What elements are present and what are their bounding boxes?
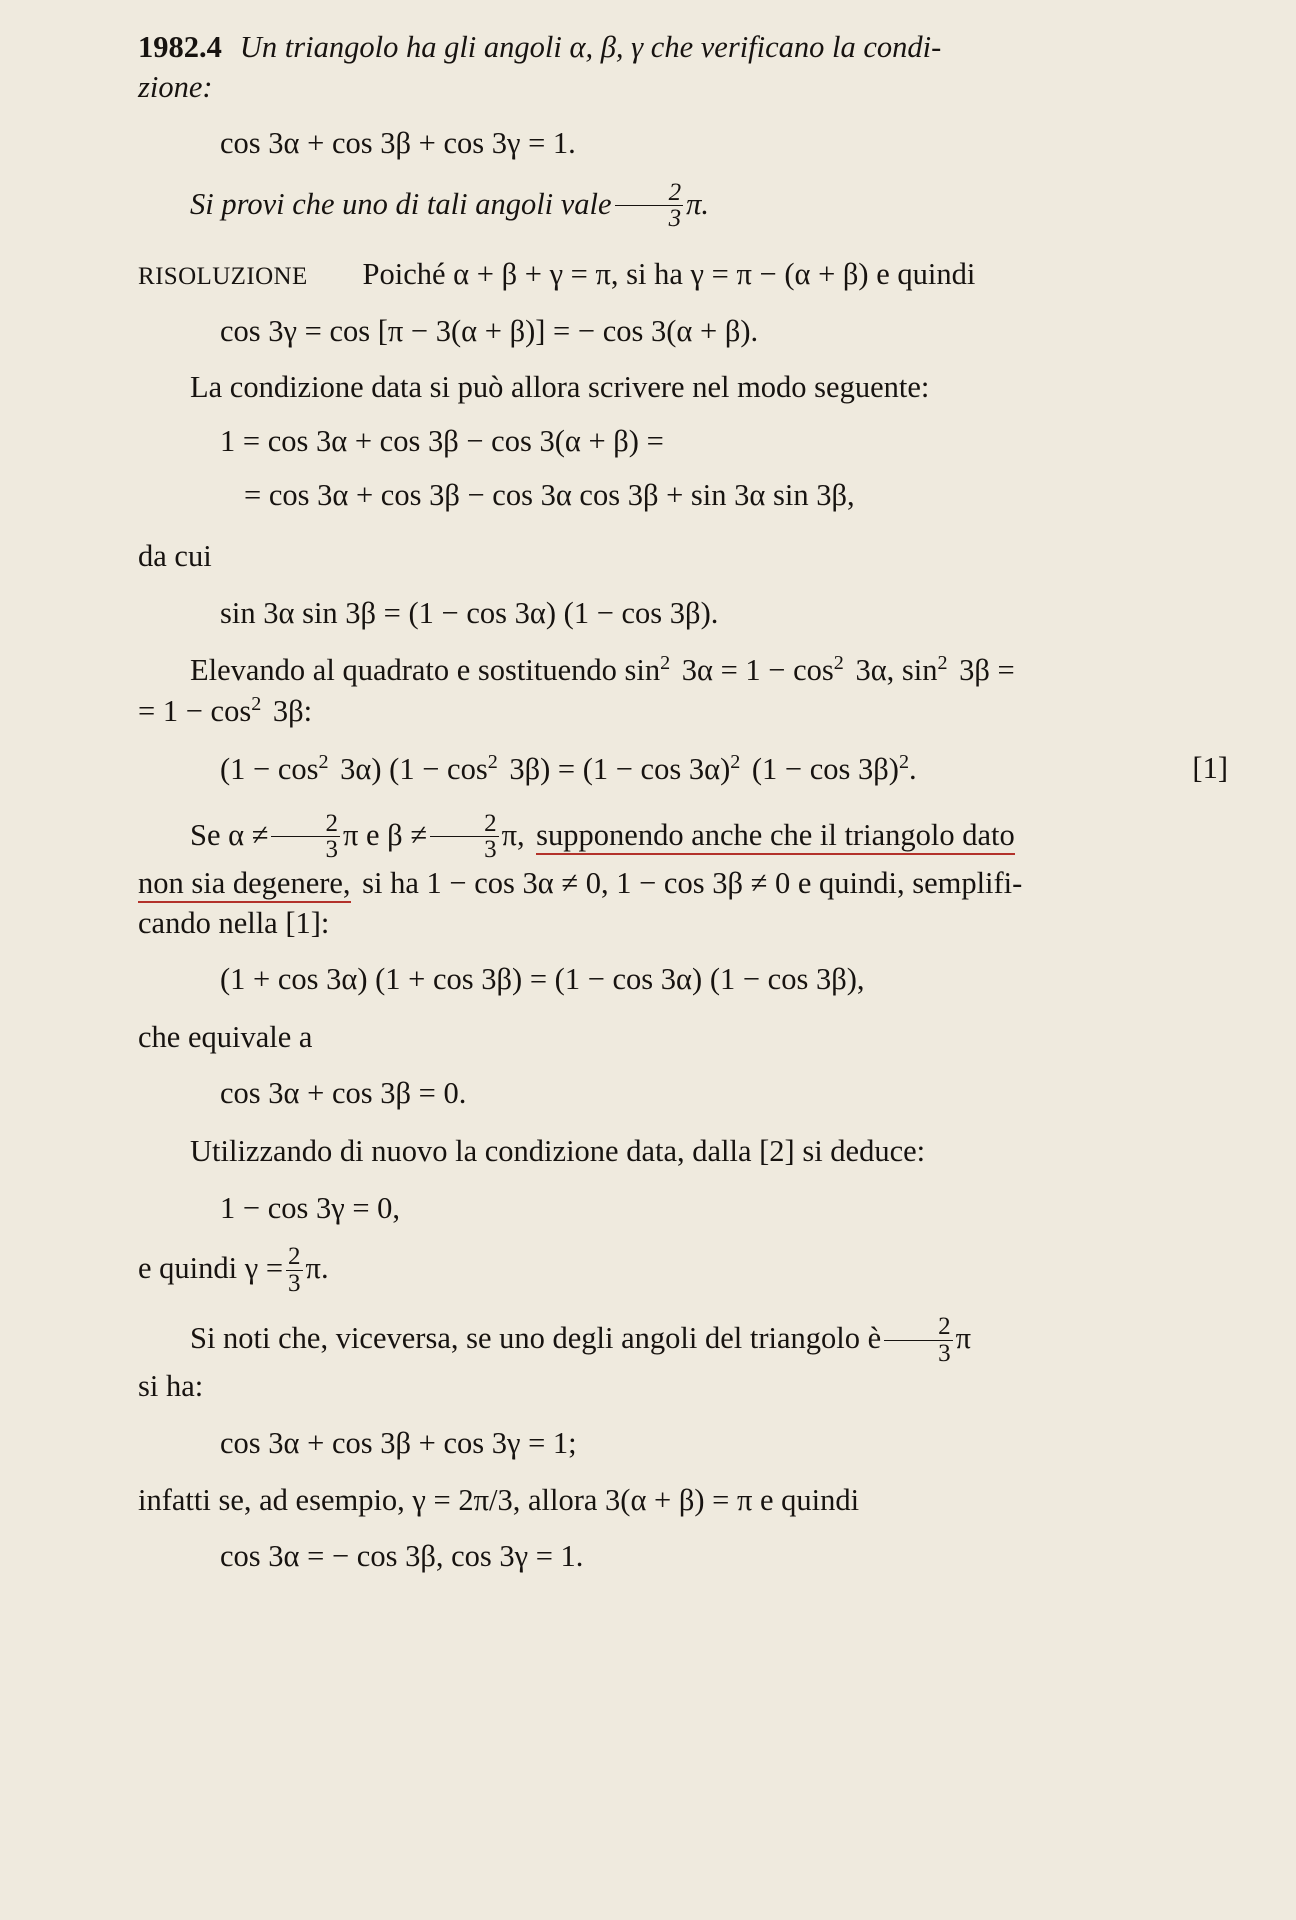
- equation-finale-2: cos 3α = − cos 3β, cos 3γ = 1.: [220, 1539, 584, 1574]
- elevando-part2: 3α = 1 − cos: [681, 653, 834, 688]
- elevando-part4: 3β =: [959, 653, 1015, 688]
- se-mid: π e β ≠: [342, 817, 428, 852]
- equindi-text: e quindi γ =: [138, 1251, 284, 1286]
- sinoti-text: Si noti che, viceversa, se uno degli angoli del triangolo è: [190, 1321, 882, 1356]
- paragraph-utilizzando: Utilizzando di nuovo la condizione data, dalla [2] si deduce:: [190, 1134, 926, 1169]
- paragraph-elevando: [138, 650, 1228, 732]
- equation-uno-meno-cos: 1 − cos 3γ = 0,: [220, 1190, 401, 1225]
- paragraph-dacui: da cui: [138, 539, 212, 574]
- eq1-b: 3α) (1 − cos: [340, 752, 488, 787]
- paragraph-e-quindi: [138, 1245, 1228, 1297]
- sinoti-line2: si ha:: [138, 1369, 204, 1404]
- page-content: [138, 28, 1228, 1594]
- eq1-end: .: [909, 752, 917, 787]
- exponent-2d: 2: [251, 693, 262, 716]
- exponent-2c: 2: [937, 652, 948, 675]
- paragraph-condizione: La condizione data si può allora scrivere nel modo seguente:: [190, 370, 930, 405]
- resolution-paragraph: [138, 255, 1228, 295]
- equation-bracket-1: [138, 749, 1228, 790]
- prompt-line: [138, 178, 1228, 233]
- se-rest-line3: cando nella [1]:: [138, 905, 330, 940]
- exponent-2b: 2: [833, 652, 844, 675]
- problem-number: 1982.4: [138, 30, 222, 64]
- paragraph-equivale: che equivale a: [138, 1019, 313, 1054]
- equation-sinsin: sin 3α sin 3β = (1 − cos 3α) (1 − cos 3β).: [220, 595, 719, 630]
- paragraph-si-noti: [138, 1315, 1228, 1407]
- fraction-two-thirds-noti: $\frac{2}{3}$: [884, 1314, 953, 1366]
- fraction-two-thirds: $\frac{2}{3}$: [615, 180, 684, 232]
- exponent-2e: 2: [318, 751, 329, 774]
- equation-finale-1: cos 3α + cos 3β + cos 3γ = 1;: [220, 1426, 577, 1461]
- paragraph-se-condizione: [138, 809, 1228, 943]
- fraction-two-thirds-beta: $\frac{2}{3}$: [430, 811, 499, 863]
- equation-line2: = cos 3α + cos 3β − cos 3α cos 3β + sin 3α sin 3β,: [244, 477, 855, 512]
- fraction-two-thirds-gamma: $\frac{2}{3}$: [288, 1243, 301, 1297]
- exponent-2h: 2: [898, 751, 910, 774]
- se-prefix: Se α ≠: [190, 817, 269, 852]
- equation-cos3gamma: cos 3γ = cos [π − 3(α + β)] = − cos 3(α + β).: [220, 313, 759, 348]
- se-tail: π,: [501, 817, 525, 852]
- exponent-2g: 2: [730, 751, 741, 774]
- highlighted-text-line2: non sia degenere,: [138, 866, 351, 903]
- eq1-d: (1 − cos 3β): [751, 752, 899, 787]
- exponent-2f: 2: [487, 751, 498, 774]
- equation-line1: 1 = cos 3α + cos 3β − cos 3(α + β) =: [220, 423, 664, 458]
- equation-tag-1: [1]: [1192, 751, 1228, 786]
- resolution-label: RISOLUZIONE: [138, 262, 308, 290]
- equation-condition: cos 3α + cos 3β + cos 3γ = 1.: [220, 126, 576, 161]
- equation-somma-zero: cos 3α + cos 3β = 0.: [220, 1076, 467, 1111]
- exponent-2a: 2: [660, 652, 671, 675]
- equindi-tail: π.: [305, 1251, 329, 1286]
- eq1-c: 3β) = (1 − cos 3α): [509, 752, 731, 787]
- eq1-a: (1 − cos: [220, 752, 319, 787]
- se-rest-line2: si ha 1 − cos 3α ≠ 0, 1 − cos 3β ≠ 0 e quindi, semplifi-: [362, 865, 1023, 900]
- problem-statement-line2: zione:: [138, 69, 213, 104]
- problem-statement: [138, 28, 1228, 107]
- sinoti-tail: π: [955, 1321, 972, 1356]
- prompt-text: Si provi che uno di tali angoli vale: [190, 186, 612, 221]
- problem-statement-line1: Un triangolo ha gli angoli α, β, γ che verificano la condi-: [239, 30, 942, 64]
- prompt-tail: π.: [686, 186, 709, 221]
- fraction-two-thirds-alpha: $\frac{2}{3}$: [271, 811, 340, 863]
- elevando-part6: 3β:: [272, 694, 313, 729]
- elevando-part3: 3α, sin: [855, 653, 938, 688]
- elevando-part5: = 1 − cos: [138, 694, 252, 729]
- elevando-part1: Elevando al quadrato e sostituendo sin: [190, 653, 661, 688]
- equation-semplificata: (1 + cos 3α) (1 + cos 3β) = (1 − cos 3α) (1 − cos 3β),: [220, 962, 865, 997]
- highlighted-text-line1: supponendo anche che il triangolo dato: [536, 818, 1015, 855]
- paragraph-infatti: infatti se, ad esempio, γ = 2π/3, allora 3(α + β) = π e quindi: [138, 1482, 860, 1517]
- resolution-intro: Poiché α + β + γ = π, si ha γ = π − (α + β) e quindi: [362, 256, 976, 291]
